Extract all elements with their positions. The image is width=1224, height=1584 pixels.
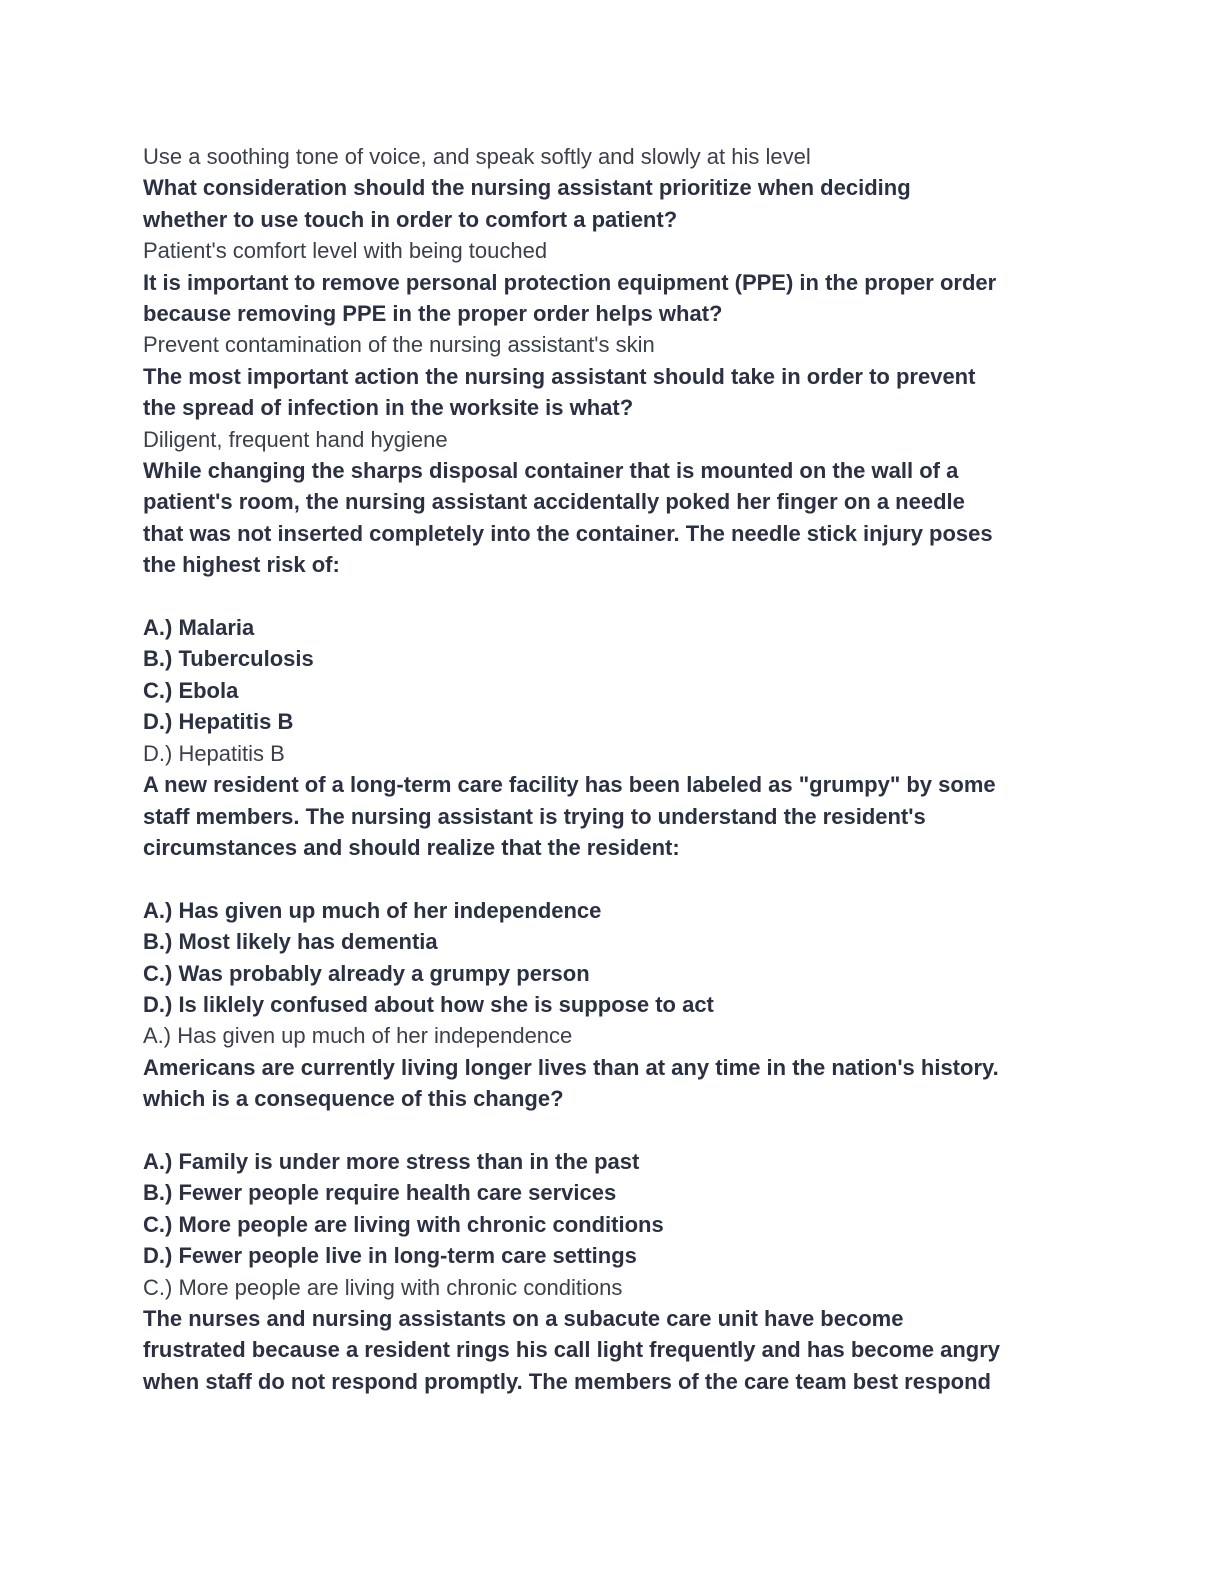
question-text-line: C.) Was probably already a grumpy person bbox=[143, 960, 590, 986]
question-text-line: C.) Ebola bbox=[143, 677, 239, 703]
question-text-line: B.) Tuberculosis bbox=[143, 646, 314, 672]
document-page bbox=[143, 141, 1083, 1397]
answer-text-line: Patient's comfort level with being touched bbox=[143, 238, 548, 264]
question-text-line: It is important to remove personal protection equipment (PPE) in the proper order bbox=[143, 269, 997, 295]
answer-text-line: A.) Has given up much of her independence bbox=[143, 1023, 573, 1049]
question-text-line: D.) Is liklely confused about how she is suppose to act bbox=[143, 991, 714, 1017]
answer-text-line: Prevent contamination of the nursing assistant's skin bbox=[143, 332, 655, 358]
question-text-line: patient's room, the nursing assistant accidentally poked her finger on a needle bbox=[143, 489, 965, 515]
question-text-line: A new resident of a long-term care facility has been labeled as "grumpy" by some bbox=[143, 772, 996, 798]
question-text-line: D.) Hepatitis B bbox=[143, 709, 294, 735]
answer-text-line: Use a soothing tone of voice, and speak softly and slowly at his level bbox=[143, 144, 811, 169]
blank-line bbox=[143, 863, 1083, 894]
question-text-line: which is a consequence of this change? bbox=[143, 1086, 564, 1112]
question-text-line: frustrated because a resident rings his call light frequently and has become angry bbox=[143, 1337, 1001, 1363]
question-text-line: A.) Malaria bbox=[143, 615, 255, 641]
question-text-line: C.) More people are living with chronic conditions bbox=[143, 1211, 664, 1237]
blank-line bbox=[143, 581, 1083, 612]
question-text-line: While changing the sharps disposal container that is mounted on the wall of a bbox=[143, 458, 959, 484]
question-text-line: when staff do not respond promptly. The members of the care team best respond bbox=[143, 1368, 991, 1394]
question-text-line: Americans are currently living longer lives than at any time in the nation's history. bbox=[143, 1054, 999, 1080]
question-text-line: because removing PPE in the proper order helps what? bbox=[143, 301, 723, 327]
question-text-line: circumstances and should realize that the resident: bbox=[143, 834, 680, 860]
question-text-line: whether to use touch in order to comfort a patient? bbox=[143, 206, 678, 232]
blank-line bbox=[143, 1115, 1083, 1146]
answer-text-line: C.) More people are living with chronic conditions bbox=[143, 1274, 623, 1300]
question-text-line: B.) Fewer people require health care services bbox=[143, 1180, 617, 1206]
question-text-line: D.) Fewer people live in long-term care settings bbox=[143, 1243, 637, 1269]
question-text-line: the highest risk of: bbox=[143, 552, 340, 578]
question-text-line: The most important action the nursing assistant should take in order to prevent bbox=[143, 363, 976, 389]
question-text-line: A.) Family is under more stress than in the past bbox=[143, 1148, 640, 1174]
question-text-line: What consideration should the nursing assistant prioritize when deciding bbox=[143, 175, 911, 201]
answer-text-line: D.) Hepatitis B bbox=[143, 740, 285, 766]
answer-text-line: Diligent, frequent hand hygiene bbox=[143, 426, 448, 452]
question-text-line: staff members. The nursing assistant is trying to understand the resident's bbox=[143, 803, 926, 829]
question-text-line: A.) Has given up much of her independence bbox=[143, 897, 602, 923]
question-text-line: that was not inserted completely into the container. The needle stick injury poses bbox=[143, 520, 993, 546]
question-text-line: B.) Most likely has dementia bbox=[143, 929, 438, 955]
question-text-line: The nurses and nursing assistants on a subacute care unit have become bbox=[143, 1305, 904, 1331]
question-text-line: the spread of infection in the worksite is what? bbox=[143, 395, 634, 421]
